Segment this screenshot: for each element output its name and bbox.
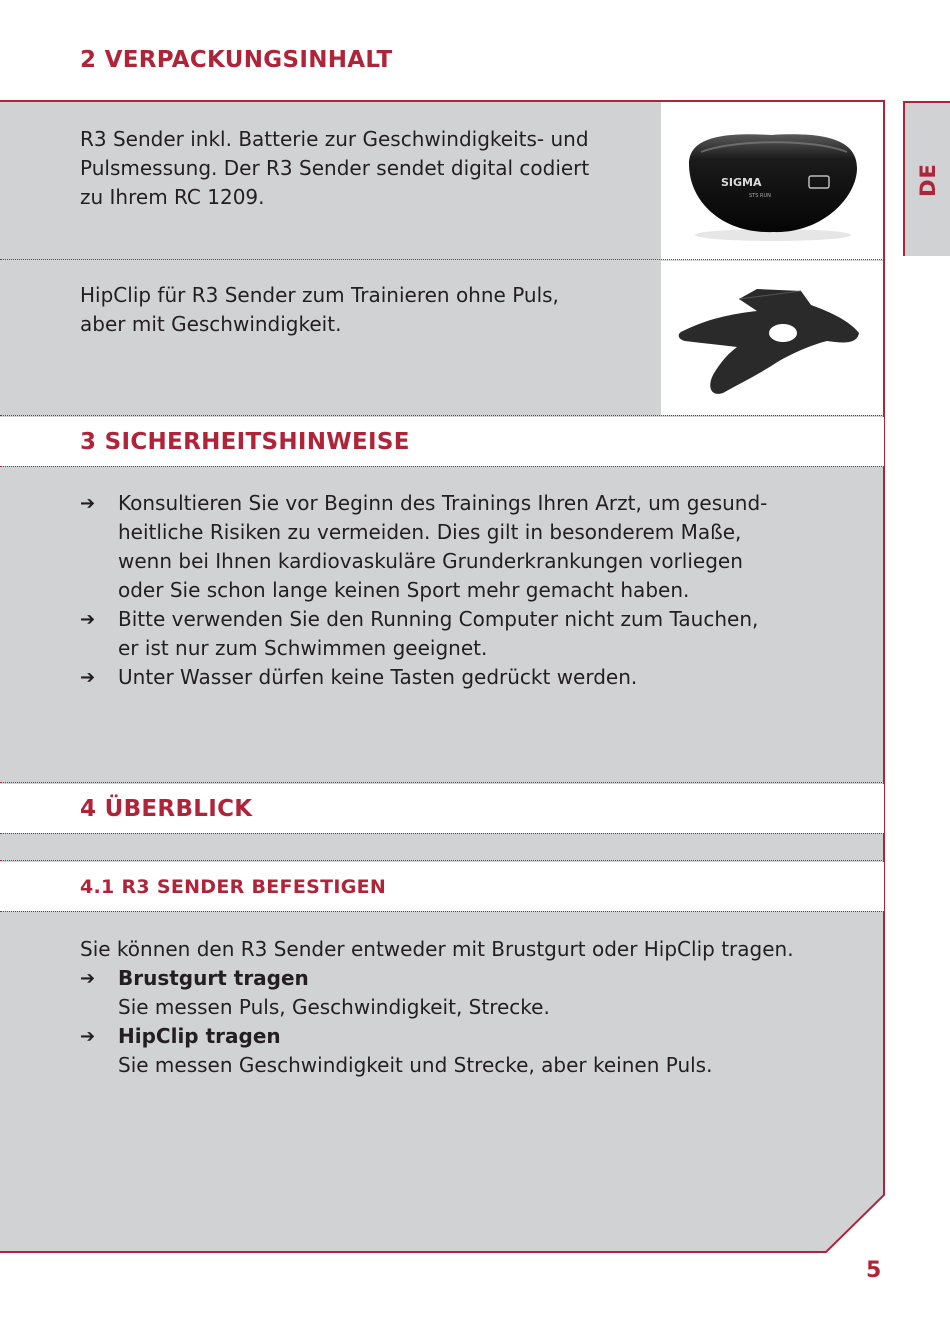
text-line: zu Ihrem RC 1209.: [80, 185, 265, 209]
list-item: [80, 964, 860, 1022]
arrow-right-icon: ➔: [80, 968, 96, 989]
text-line: wenn bei Ihnen kardiovaskuläre Grunderkrankungen vorliegen: [118, 549, 743, 573]
text-line: er ist nur zum Schwimmen geeignet.: [118, 636, 488, 660]
intro-text: Sie können den R3 Sender entweder mit Brustgurt oder HipClip tragen.: [80, 937, 794, 961]
language-tab[interactable]: [903, 101, 950, 256]
dotted-divider: [0, 415, 884, 416]
option-description: Sie messen Geschwindigkeit und Strecke, aber keinen Puls.: [118, 1053, 713, 1077]
text-line: R3 Sender inkl. Batterie zur Geschwindigkeits- und: [80, 127, 589, 151]
list-item: [80, 663, 840, 692]
text-line: Konsultieren Sie vor Beginn des Trainings Ihren Arzt, um gesund-: [118, 491, 768, 515]
safety-list: [80, 489, 840, 692]
text-line: Pulsmessung. Der R3 Sender sendet digital codiert: [80, 156, 590, 180]
section-heading-sicherheitshinweise: 3 SICHERHEITSHINWEISE: [80, 429, 410, 455]
transmitter-image-cell: [661, 102, 883, 260]
text-line: aber mit Geschwindigkeit.: [80, 312, 342, 336]
list-item: [80, 489, 840, 605]
language-tab-label: DE: [915, 162, 940, 197]
list-item: [80, 605, 840, 663]
package-item-hipclip: [80, 281, 650, 339]
text-line: Unter Wasser dürfen keine Tasten gedrückt werden.: [118, 665, 638, 689]
package-item-transmitter: [80, 125, 650, 212]
hipclip-image-cell: [661, 261, 883, 415]
option-title: HipClip tragen: [118, 1024, 281, 1048]
section-heading-ueberblick: 4 ÜBERBLICK: [80, 796, 253, 822]
list-item: [80, 1022, 860, 1080]
option-title: Brustgurt tragen: [118, 966, 309, 990]
dotted-divider: [0, 860, 884, 861]
arrow-right-icon: ➔: [80, 493, 96, 514]
arrow-right-icon: ➔: [80, 667, 96, 688]
dotted-divider: [0, 466, 884, 467]
r3-transmitter-image: [661, 102, 883, 260]
text-line: heitliche Risiken zu vermeiden. Dies gilt in besonderem Maße,: [118, 520, 742, 544]
subsection-heading-r3-sender-befestigen: 4.1 R3 SENDER BEFESTIGEN: [80, 876, 387, 898]
text-line: HipClip für R3 Sender zum Trainieren ohne Puls,: [80, 283, 559, 307]
dotted-divider: [0, 259, 884, 260]
dotted-divider: [0, 911, 884, 912]
dotted-divider: [0, 782, 884, 783]
svg-text:STS RUN: STS RUN: [749, 193, 771, 199]
section-heading-verpackungsinhalt: 2 VERPACKUNGSINHALT: [80, 47, 393, 73]
text-line: Bitte verwenden Sie den Running Computer nicht zum Tauchen,: [118, 607, 759, 631]
option-description: Sie messen Puls, Geschwindigkeit, Strecke.: [118, 995, 550, 1019]
arrow-right-icon: ➔: [80, 609, 96, 630]
svg-text:SIGMA: SIGMA: [721, 176, 762, 189]
hipclip-image: [661, 261, 883, 415]
attach-options: [80, 935, 860, 1080]
arrow-right-icon: ➔: [80, 1026, 96, 1047]
page-number: 5: [866, 1258, 882, 1283]
dotted-divider: [0, 833, 884, 834]
text-line: oder Sie schon lange keinen Sport mehr gemacht haben.: [118, 578, 690, 602]
